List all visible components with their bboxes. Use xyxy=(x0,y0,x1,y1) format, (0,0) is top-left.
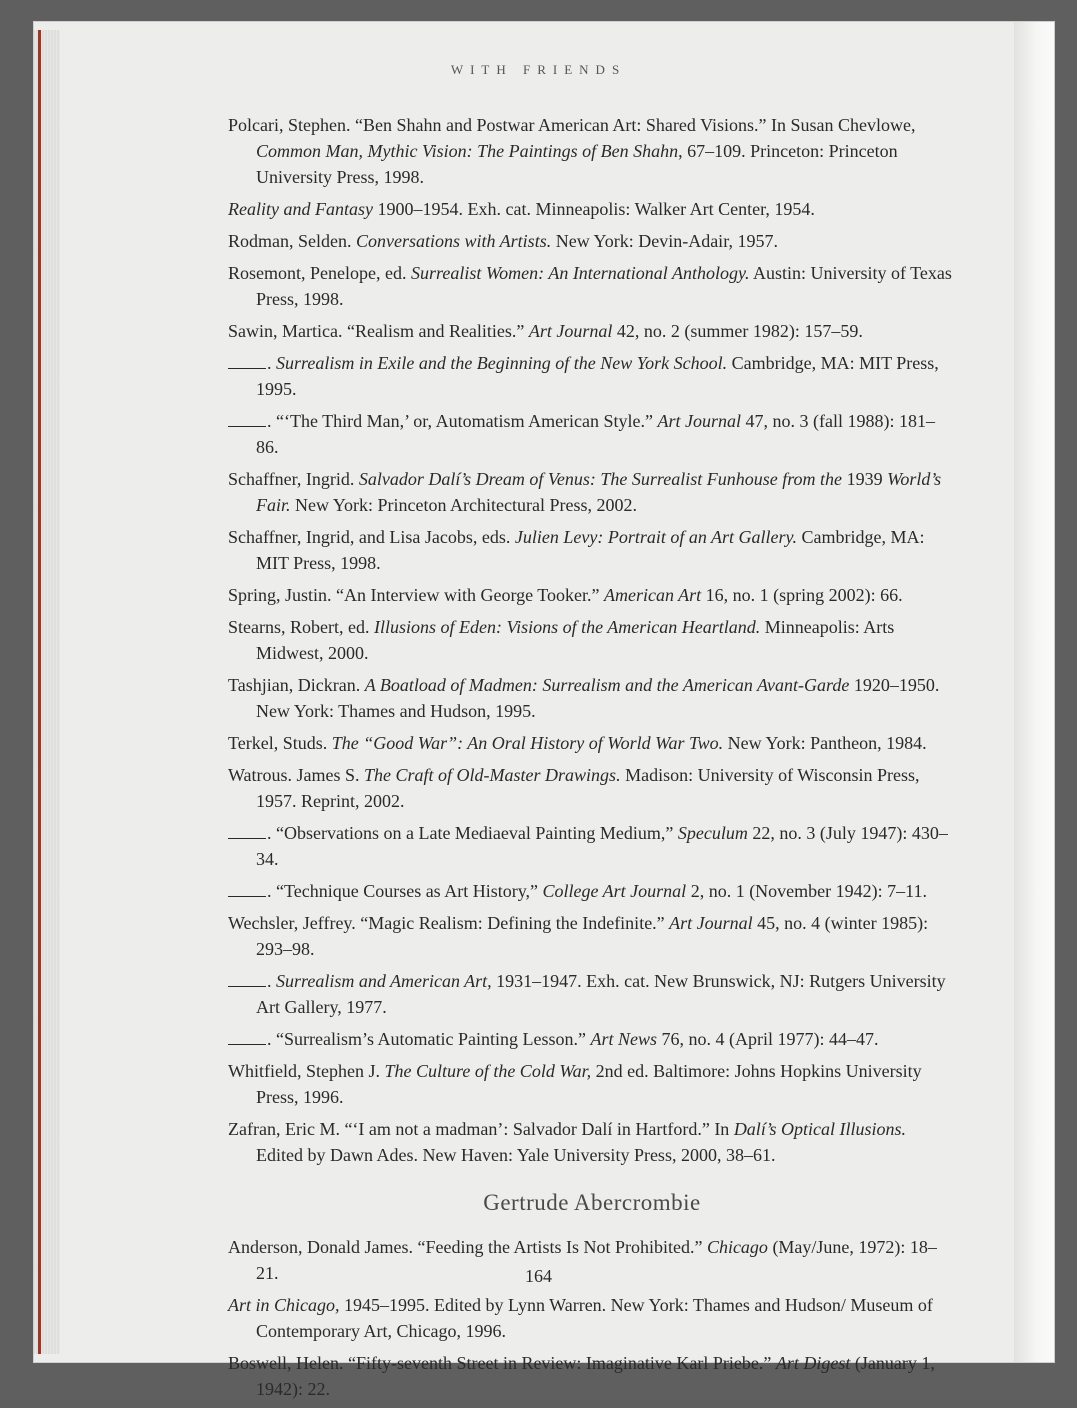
entry-text: Minneapolis: Arts Midwest, 2000. xyxy=(256,617,895,663)
italic-title: The “Good War”: An Oral History of World War Two. xyxy=(331,733,724,753)
entry-text: (January 1, 1942): 22. xyxy=(256,1353,935,1399)
entry-text: Zafran, Eric M. “‘I am not a madman’: Salvador Dalí in Hartford.” In xyxy=(228,1119,734,1139)
entry-text: 1900–1954. Exh. cat. Minneapolis: Walker Art Center, 1954. xyxy=(372,199,815,219)
entry-text: 1939 xyxy=(842,469,888,489)
italic-title: Art Journal xyxy=(528,321,613,341)
ditto-rule xyxy=(228,1043,266,1045)
bibliography-entry xyxy=(228,730,956,756)
bibliography-entry xyxy=(228,1026,956,1052)
bibliography-entry xyxy=(228,112,956,190)
bibliography-entry xyxy=(228,466,956,518)
italic-title: Art News xyxy=(590,1029,657,1049)
entry-text: . xyxy=(267,971,276,991)
italic-title: Art Journal xyxy=(657,411,742,431)
entry-text: 22, no. 3 (July 1947): 430–34. xyxy=(256,823,948,869)
entry-text: Whitfield, Stephen J. xyxy=(228,1061,385,1081)
entry-text: Polcari, Stephen. “Ben Shahn and Postwar American Art: Shared Visions.” In Susan Chevlowe, xyxy=(228,115,916,135)
entry-text: Rodman, Selden. xyxy=(228,231,356,251)
ditto-rule xyxy=(228,837,266,839)
entry-text: New York: Pantheon, 1984. xyxy=(723,733,927,753)
bibliography-entry xyxy=(228,968,956,1020)
bibliography xyxy=(228,112,956,1408)
entry-text: 1945–1995. Edited by Lynn Warren. New York: Thames and Hudson/ Museum of Contemporary Art, Chicago, 1996. xyxy=(256,1295,933,1341)
bibliography-entry xyxy=(228,350,956,402)
italic-title: Reality and Fantasy xyxy=(228,199,373,219)
italic-title: College Art Journal xyxy=(542,881,687,901)
entry-text: Austin: University of Texas Press, 1998. xyxy=(256,263,952,309)
page-number: 164 xyxy=(525,1266,552,1286)
entry-text: Cambridge, MA: MIT Press, 1995. xyxy=(256,353,939,399)
entry-text: Madison: University of Wisconsin Press, 1957. Reprint, 2002. xyxy=(256,765,920,811)
entry-text: . “Technique Courses as Art History,” xyxy=(267,881,543,901)
page-edge-red-stripe xyxy=(38,30,41,1354)
bibliography-entry xyxy=(228,910,956,962)
italic-title: Illusions of Eden: Visions of the American Heartland. xyxy=(373,617,761,637)
bibliography-entry xyxy=(228,614,956,666)
entry-text: New York: Princeton Architectural Press, 2002. xyxy=(290,495,637,515)
entry-text: , 67–109. Princeton: Princeton University Press, 1998. xyxy=(256,141,898,187)
bibliography-entry xyxy=(228,1058,956,1110)
entry-text: Schaffner, Ingrid. xyxy=(228,469,359,489)
bibliography-entry xyxy=(228,672,956,724)
italic-title: Surrealist Women: An International Anthology. xyxy=(410,263,750,283)
ditto-rule xyxy=(228,985,266,987)
entry-text: Spring, Justin. “An Interview with George Tooker.” xyxy=(228,585,605,605)
bibliography-list-a xyxy=(228,112,956,1168)
entry-text: Terkel, Studs. xyxy=(228,733,332,753)
entry-text: 2nd ed. Baltimore: Johns Hopkins University Press, 1996. xyxy=(256,1061,922,1107)
bibliography-entry xyxy=(228,1116,956,1168)
italic-title: Conversations with Artists. xyxy=(356,231,552,251)
italic-title: Surrealism and American Art, xyxy=(276,971,492,991)
entry-text: Cambridge, MA: MIT Press, 1998. xyxy=(256,527,925,573)
bibliography-entry xyxy=(228,260,956,312)
italic-title: Chicago xyxy=(706,1237,768,1257)
entry-text: Tashjian, Dickran. xyxy=(228,675,365,695)
entry-text: 2, no. 1 (November 1942): 7–11. xyxy=(686,881,927,901)
entry-text: . “Surrealism’s Automatic Painting Lesson.” xyxy=(267,1029,591,1049)
entry-text: 16, no. 1 (spring 2002): 66. xyxy=(701,585,903,605)
italic-title: World’s Fair. xyxy=(256,469,942,515)
ditto-rule xyxy=(228,367,266,369)
entry-text: . “Observations on a Late Mediaeval Painting Medium,” xyxy=(267,823,678,843)
italic-title: A Boatload of Madmen: Surrealism and the American Avant-Garde xyxy=(364,675,850,695)
gutter-shadow xyxy=(1014,22,1054,1362)
italic-title: Speculum xyxy=(677,823,748,843)
entry-text: Wechsler, Jeffrey. “Magic Realism: Defining the Indefinite.” xyxy=(228,913,670,933)
section-heading: Gertrude Abercrombie xyxy=(483,1190,701,1215)
entry-text: (May/June, 1972): 18–21. xyxy=(256,1237,937,1283)
bibliography-entry xyxy=(228,1350,956,1402)
entry-text: Edited by Dawn Ades. New Haven: Yale University Press, 2000, 38–61. xyxy=(256,1145,776,1165)
italic-title: Surrealism in Exile and the Beginning of the New York School. xyxy=(276,353,728,373)
entry-text: 42, no. 2 (summer 1982): 157–59. xyxy=(612,321,863,341)
bibliography-entry xyxy=(228,878,956,904)
bibliography-entry xyxy=(228,1292,956,1344)
ditto-rule xyxy=(228,895,266,897)
ditto-rule xyxy=(228,425,266,427)
entry-text: Boswell, Helen. “Fifty-seventh Street in Review: Imaginative Karl Priebe.” xyxy=(228,1353,776,1373)
entry-text: Stearns, Robert, ed. xyxy=(228,617,374,637)
bibliography-entry xyxy=(228,524,956,576)
bibliography-list-b xyxy=(228,1234,956,1402)
entry-text: Watrous. James S. xyxy=(228,765,365,785)
bibliography-entry xyxy=(228,762,956,814)
bibliography-entry xyxy=(228,196,956,222)
entry-text: 1931–1947. Exh. cat. New Brunswick, NJ: Rutgers University Art Gallery, 1977. xyxy=(256,971,946,1017)
entry-text: New York: Devin-Adair, 1957. xyxy=(551,231,778,251)
italic-title: Julien Levy: Portrait of an Art Gallery. xyxy=(514,527,798,547)
entry-text: 1920–1950. New York: Thames and Hudson, 1995. xyxy=(256,675,940,721)
entry-text: 45, no. 4 (winter 1985): 293–98. xyxy=(256,913,929,959)
entry-text: . xyxy=(267,353,276,373)
italic-title: Common Man, Mythic Vision: The Paintings of Ben Shahn xyxy=(256,141,679,161)
bibliography-entry xyxy=(228,228,956,254)
entry-text: Rosemont, Penelope, ed. xyxy=(228,263,411,283)
bibliography-entry xyxy=(228,820,956,872)
italic-title: The Culture of the Cold War, xyxy=(384,1061,592,1081)
entry-text: Sawin, Martica. “Realism and Realities.” xyxy=(228,321,529,341)
italic-title: Art Digest xyxy=(775,1353,851,1373)
italic-title: American Art xyxy=(604,585,702,605)
italic-title: Salvador Dalí’s Dream of Venus: The Surrealist Funhouse from the xyxy=(358,469,843,489)
entry-text: 47, no. 3 (fall 1988): 181–86. xyxy=(256,411,936,457)
bibliography-entry xyxy=(228,318,956,344)
entry-text: . “‘The Third Man,’ or, Automatism American Style.” xyxy=(267,411,658,431)
running-head: WITH FRIENDS xyxy=(450,62,627,77)
entry-text: 76, no. 4 (April 1977): 44–47. xyxy=(656,1029,879,1049)
italic-title: The Craft of Old-Master Drawings. xyxy=(364,765,621,785)
italic-title: Art in Chicago, xyxy=(228,1295,340,1315)
bibliography-entry xyxy=(228,408,956,460)
entry-text: Anderson, Donald James. “Feeding the Artists Is Not Prohibited.” xyxy=(228,1237,707,1257)
entry-text: Schaffner, Ingrid, and Lisa Jacobs, eds. xyxy=(228,527,515,547)
italic-title: Art Journal xyxy=(669,913,753,933)
italic-title: Dalí’s Optical Illusions. xyxy=(733,1119,906,1139)
bibliography-entry xyxy=(228,582,956,608)
